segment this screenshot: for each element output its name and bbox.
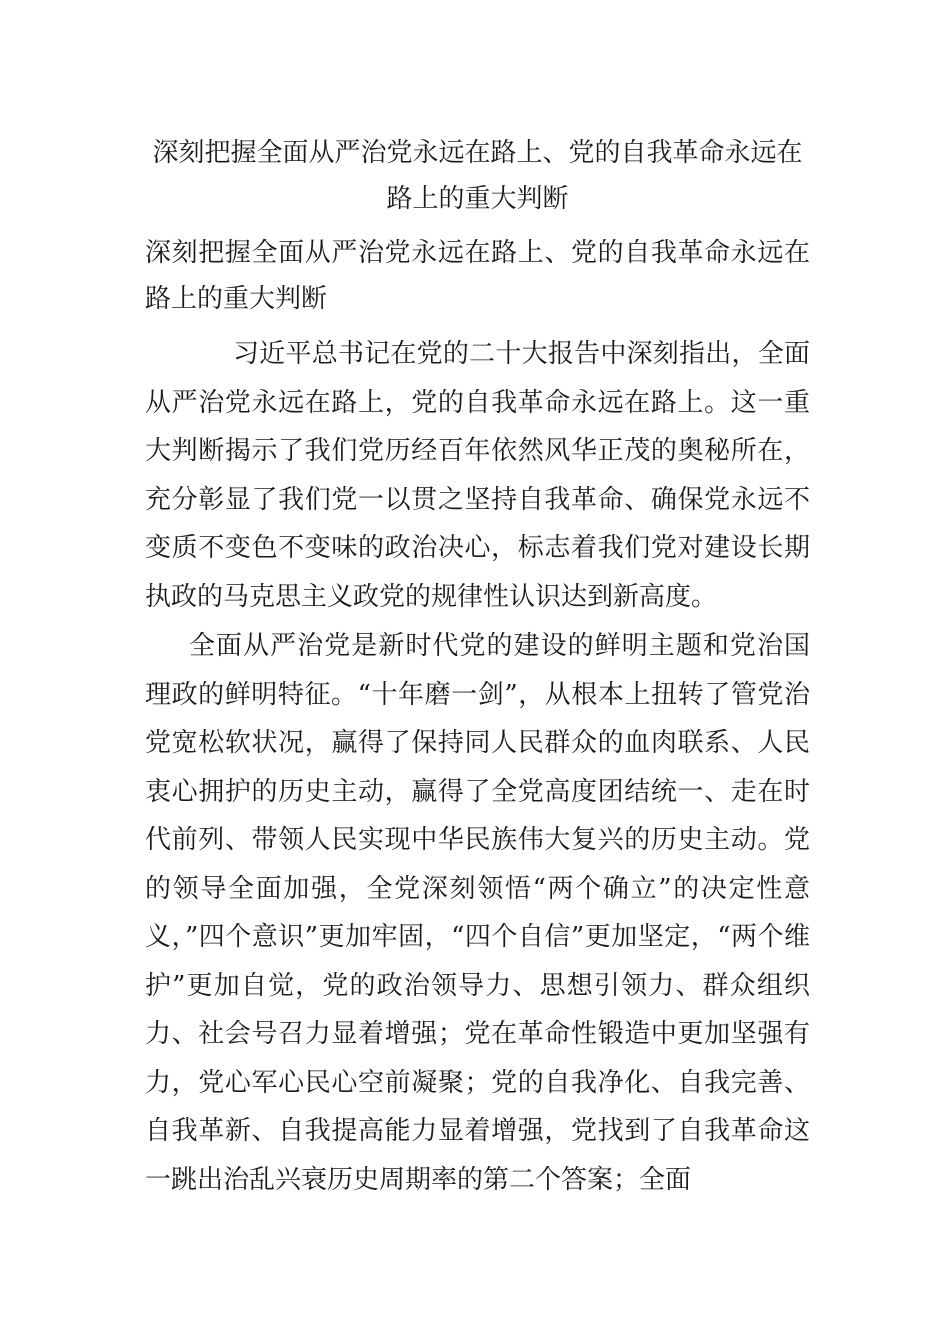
document-title: 深刻把握全面从严治党永远在路上、党的自我革命永远在路上的重大判断 bbox=[152, 138, 803, 214]
paragraph-2: 全面从严治党是新时代党的建设的鲜明主题和党治国理政的鲜明特征。“十年磨一剑”，从根本上扭转了管党治党宽松软状况，赢得了保持同人民群众的血肉联系、人民衷心拥护的历史主动，赢得了全党高度团结统一、走在时代前列、带领人民实现中华民族伟大复兴的历史主动。党的领导全面加强，全党深刻领悟“两个确立”的决定性意义，”四个意识”更加牢固，“四个自信”更加坚定，“两个维护”更加自觉，党的政治领导力、思想引领力、群众组织力、社会号召力显着增强；党在革命性锻造中更加坚强有力，党心军心民心空前凝聚；党的自我净化、自我完善、自我革新、自我提高能力显着增强，党找到了自我革命这一跳出治乱兴衰历史周期率的第二个答案；全面 bbox=[145, 631, 810, 1195]
paragraph-1: 习近平总书记在党的二十大报告中深刻指出，全面从严治党永远在路上，党的自我革命永远在路上。这一重大判断揭示了我们党历经百年依然风华正茂的奥秘所在，充分彰显了我们党一以贯之坚持自我革命、确保党永远不变质不变色不变味的政治决心，标志着我们党对建设长期执政的马克思主义政党的规律性认识达到新高度。 bbox=[145, 339, 810, 612]
document-subtitle: 深刻把握全面从严治党永远在路上、党的自我革命永远在路上的重大判断 bbox=[145, 238, 810, 314]
